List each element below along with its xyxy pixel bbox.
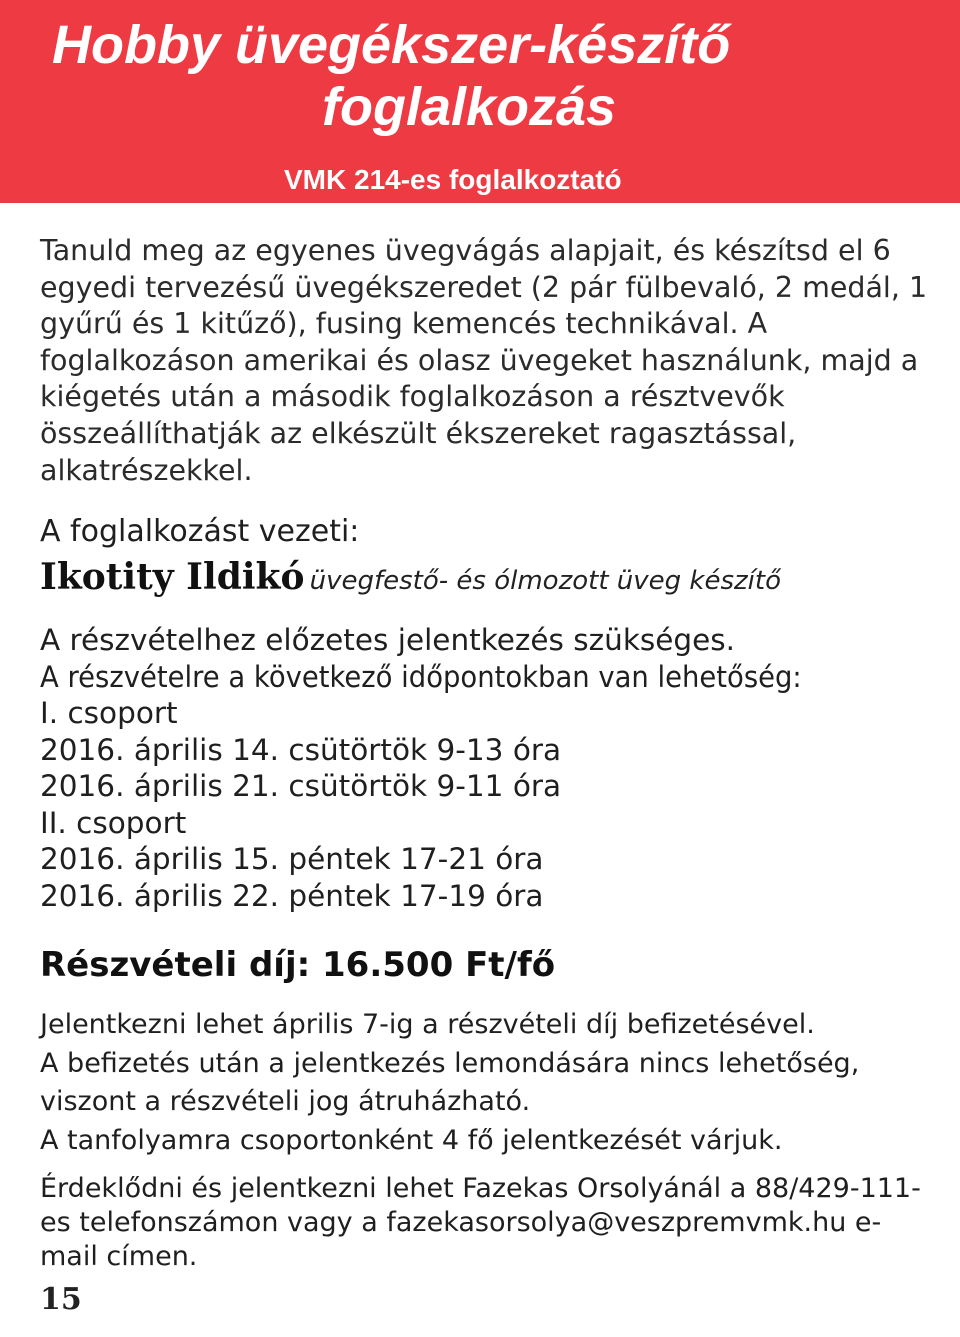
note-group-size: A tanfolyamra csoportonként 4 fő jelentkezését várjuk. (40, 1124, 783, 1156)
registration-notes (40, 1006, 930, 1160)
dates-intro-text: A részvételre a következő időpontokban van lehetőség: (40, 659, 802, 694)
dates-intro (40, 659, 930, 696)
participation-fee: Részvételi díj: 16.500 Ft/fő (40, 945, 556, 986)
group-2-date-2: 2016. április 22. péntek 17-19 óra (40, 878, 544, 913)
group-1-date-2: 2016. április 21. csütörtök 9-11 óra (40, 769, 562, 804)
group-1-label: I. csoport (40, 696, 178, 731)
instructor-name: Ikotity Ildikó (40, 556, 305, 599)
group-2-label: II. csoport (40, 805, 187, 840)
instructor-role: üvegfestő- és ólmozott üveg készítő (309, 566, 781, 597)
title-line-1: Hobby üvegékszer-készítő (52, 15, 731, 75)
registration-required: A részvételhez előzetes jelentkezés szükséges. (40, 623, 736, 658)
page-title (0, 14, 960, 138)
note-deadline: Jelentkezni lehet április 7-ig a részvételi díj befizetésével. (40, 1009, 815, 1041)
contact-info: Érdeklődni és jelentkezni lehet Fazekas Orsolyánál a 88/429-111-es telefonszámon vagy a fazekasorsolya@veszpremvmk.hu e-mail címen. (40, 1173, 921, 1273)
title-line-2: foglalkozás (322, 77, 617, 137)
instructor-line (40, 553, 930, 608)
intro-paragraph: Tanuld meg az egyenes üvegvágás alapjait, és készítsd el 6 egyedi tervezésű üvegékszeredet (2 pár fülbevaló, 2 medál, 1 gyűrű és 1 kitűző), fusing kemencés technikával. A foglalkozáson amerikai és olasz üvegeket használunk, majd a kiégetés után a második foglalkozáson a résztvevők összeállíthatják az elkészült ékszereket ragasztással, alkatrészekkel. (40, 234, 928, 487)
group-1-date-1: 2016. április 14. csütörtök 9-13 óra (40, 732, 562, 767)
main-content (40, 233, 930, 1274)
page-number: 15 (40, 1282, 82, 1317)
group-2-date-1: 2016. április 15. péntek 17-21 óra (40, 842, 544, 877)
header-banner (0, 0, 960, 203)
instructor-label: A foglalkozást vezeti: (40, 514, 360, 550)
location-subtitle: VMK 214-es foglalkoztató (284, 164, 622, 195)
note-cancellation: A befizetés után a jelentkezés lemondására nincs lehetőség, viszont a részvételi jog átruházható. (40, 1047, 860, 1118)
